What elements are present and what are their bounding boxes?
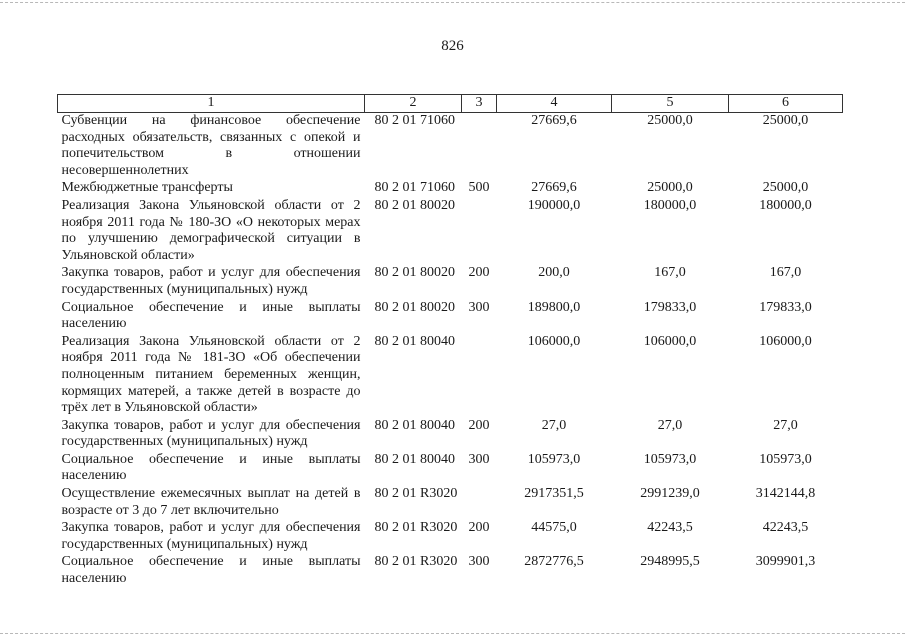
- target-article-cell: 80 2 01 71060: [374, 180, 455, 196]
- target-article-cell: 80 2 01 80020: [374, 265, 455, 281]
- expense-name-cell: Социальное обеспечение и иные выплаты населению: [61, 299, 361, 332]
- target-article-cell: 80 2 01 80020: [374, 197, 455, 213]
- amount-col-5-cell: 180000,0: [643, 197, 697, 213]
- expense-type-cell: 500: [468, 180, 490, 196]
- expense-name-cell: Социальное обеспечение и иные выплаты населению: [61, 451, 361, 484]
- target-article-cell: 80 2 01 R3020: [374, 520, 458, 536]
- amount-col-6-cell: 3142144,8: [755, 486, 816, 502]
- table-body: [58, 113, 843, 589]
- amount-col-5-cell: 2991239,0: [640, 486, 700, 502]
- header-col-5: 5: [612, 95, 729, 113]
- amount-col-4-cell: 105973,0: [527, 451, 581, 467]
- amount-col-6-cell: 25000,0: [762, 180, 809, 196]
- expense-type-cell: 300: [468, 554, 490, 570]
- table-row: [58, 180, 843, 198]
- expense-type-cell: 300: [468, 451, 490, 467]
- header-col-6: 6: [729, 95, 843, 113]
- expense-name-cell: Субвенции на финансовое обеспечение расходных обязательств, связанных с опекой и попечительством в отношении несовершеннолетних: [61, 113, 361, 178]
- bottom-page-border: [0, 633, 905, 634]
- amount-col-6-cell: 179833,0: [759, 299, 812, 315]
- target-article-cell: 80 2 01 80020: [374, 299, 455, 315]
- amount-col-6-cell: 42243,5: [762, 520, 809, 536]
- amount-col-4-cell: 27669,6: [531, 180, 577, 196]
- expense-type-cell: [462, 198, 497, 265]
- expense-type-cell: [462, 486, 497, 520]
- amount-col-6-cell: 3099901,3: [755, 554, 816, 570]
- amount-col-4-cell: 2872776,5: [524, 554, 584, 570]
- expense-name-cell: Закупка товаров, работ и услуг для обеспечения государственных (муниципальных) нужд: [61, 417, 361, 450]
- amount-col-6-cell: 25000,0: [762, 113, 809, 128]
- top-page-border: [0, 2, 905, 3]
- amount-col-4-cell: 189800,0: [527, 299, 581, 315]
- amount-col-6-cell: 105973,0: [759, 451, 812, 467]
- header-col-2: 2: [365, 95, 462, 113]
- table-row: [58, 113, 843, 181]
- amount-col-5-cell: 42243,5: [647, 520, 693, 536]
- target-article-cell: 80 2 01 80040: [374, 333, 455, 349]
- header-col-4: 4: [497, 95, 612, 113]
- expense-type-cell: 200: [468, 265, 490, 281]
- target-article-cell: 80 2 01 80040: [374, 451, 455, 467]
- amount-col-4-cell: 2917351,5: [524, 486, 584, 502]
- page-number: 826: [441, 38, 464, 54]
- amount-col-6-cell: 167,0: [769, 265, 802, 281]
- amount-col-4-cell: 200,0: [538, 265, 570, 281]
- expense-name-cell: Межбюджетные трансферты: [61, 180, 233, 196]
- amount-col-4-cell: 44575,0: [531, 520, 577, 536]
- expense-type-cell: [462, 113, 497, 181]
- table-row: [58, 300, 843, 334]
- target-article-cell: 80 2 01 R3020: [374, 486, 458, 502]
- amount-col-6-cell: 180000,0: [759, 197, 812, 213]
- table-row: [58, 554, 843, 588]
- amount-col-5-cell: 167,0: [654, 265, 686, 281]
- header-col-1: 1: [58, 95, 365, 113]
- target-article-cell: 80 2 01 80040: [374, 417, 455, 433]
- table-row: [58, 520, 843, 554]
- amount-col-5-cell: 2948995,5: [640, 554, 700, 570]
- amount-col-5-cell: 105973,0: [643, 451, 697, 467]
- table-row: [58, 265, 843, 299]
- amount-col-4-cell: 106000,0: [527, 333, 581, 349]
- expense-type-cell: [462, 334, 497, 418]
- amount-col-5-cell: 179833,0: [643, 299, 697, 315]
- table-row: [58, 486, 843, 520]
- table-row: [58, 334, 843, 418]
- expense-name-cell: Закупка товаров, работ и услуг для обеспечения государственных (муниципальных) нужд: [61, 520, 361, 552]
- header-col-3: 3: [462, 95, 497, 113]
- budget-table: [57, 94, 843, 589]
- amount-col-6-cell: 27,0: [773, 417, 798, 433]
- amount-col-4-cell: 27,0: [541, 417, 567, 433]
- table-row: [58, 198, 843, 265]
- expense-name-cell: Реализация Закона Ульяновской области от 2 ноября 2011 года № 181-ЗО «Об обеспечении полноценным питанием беременных женщин, кормящих матерей, а также детей в возрасте до трёх лет в Ульяновской области»: [61, 333, 361, 416]
- table-row: [58, 418, 843, 452]
- amount-col-4-cell: 27669,6: [531, 113, 577, 128]
- expense-name-cell: Реализация Закона Ульяновской области от 2 ноября 2011 года № 180-ЗО «О некоторых мерах по улучшению демографической ситуации в Ульяновской области»: [61, 197, 361, 263]
- target-article-cell: 80 2 01 71060: [374, 113, 455, 128]
- target-article-cell: 80 2 01 R3020: [374, 554, 458, 570]
- expense-type-cell: 300: [468, 299, 490, 315]
- table-header: [58, 95, 843, 113]
- amount-col-5-cell: 27,0: [657, 417, 683, 433]
- amount-col-6-cell: 106000,0: [759, 333, 812, 349]
- amount-col-5-cell: 25000,0: [647, 180, 693, 196]
- amount-col-5-cell: 25000,0: [647, 113, 693, 128]
- expense-name-cell: Закупка товаров, работ и услуг для обеспечения государственных (муниципальных) нужд: [61, 265, 361, 297]
- amount-col-4-cell: 190000,0: [527, 197, 581, 213]
- expense-name-cell: Социальное обеспечение и иные выплаты населению: [61, 554, 361, 587]
- table-row: [58, 452, 843, 486]
- expense-type-cell: 200: [468, 520, 490, 536]
- expense-type-cell: 200: [468, 417, 490, 433]
- expense-name-cell: Осуществление ежемесячных выплат на детей в возрасте от 3 до 7 лет включительно: [61, 486, 361, 518]
- amount-col-5-cell: 106000,0: [643, 333, 697, 349]
